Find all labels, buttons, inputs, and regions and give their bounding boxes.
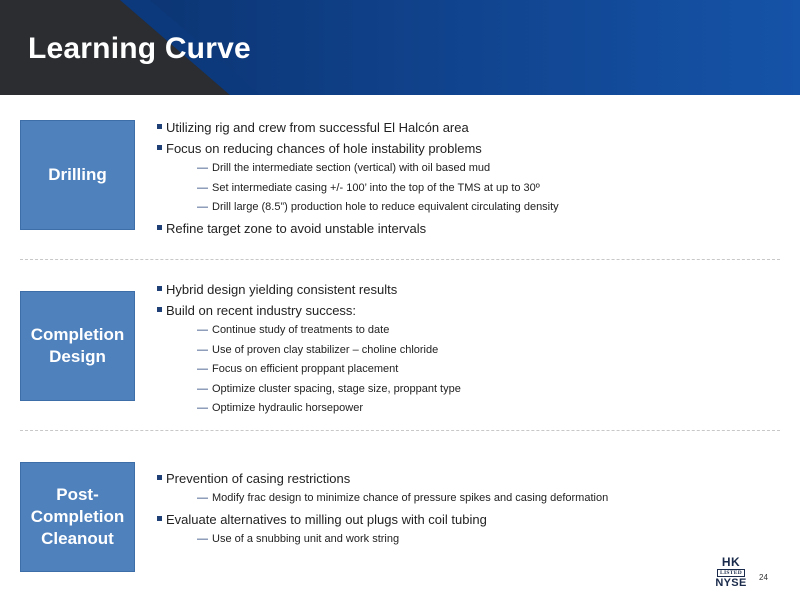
post-completion-bullet-list: [157, 468, 608, 549]
sub-list-item: [157, 179, 559, 199]
sub-list-item: [157, 399, 461, 419]
sub-bullet-text: Drill large (8.5”) production hole to reduce equivalent circulating density: [212, 201, 559, 213]
square-bullet-icon: [157, 516, 162, 521]
dash-bullet-icon: —: [197, 382, 208, 395]
square-bullet-icon: [157, 145, 162, 150]
section-label-post-completion-cleanout: Post-Completion Cleanout: [20, 462, 135, 572]
sub-bullet-text: Modify frac design to minimize chance of pressure spikes and casing deformation: [212, 492, 609, 504]
nyse-listing-logo: [713, 557, 749, 589]
sub-list-item: [157, 360, 461, 380]
bullet-text: Prevention of casing restrictions: [166, 471, 351, 486]
list-item: [157, 138, 559, 159]
ticker-text: HK: [721, 555, 741, 569]
list-item: [157, 509, 608, 530]
sub-bullet-text: Set intermediate casing +/- 100’ into the top of the TMS at up to 30º: [212, 181, 540, 194]
sub-list-item: [157, 380, 461, 400]
sub-bullet-text: Drill the intermediate section (vertical) with oil based mud: [212, 162, 491, 174]
section-label-completion-design: Completion Design: [20, 291, 135, 401]
sub-list-item: [157, 198, 559, 218]
sub-bullet-text: Use of proven clay stabilizer – choline chloride: [212, 343, 439, 356]
sub-bullet-text: Continue study of treatments to date: [212, 324, 390, 336]
sub-bullet-text: Optimize cluster spacing, stage size, proppant type: [212, 382, 461, 395]
sub-list-item: [157, 530, 608, 550]
dash-bullet-icon: —: [197, 201, 208, 213]
dash-bullet-icon: —: [197, 324, 208, 336]
dash-bullet-icon: —: [197, 363, 208, 375]
bullet-text: Hybrid design yielding consistent results: [166, 282, 398, 297]
page-title: Learning Curve: [28, 32, 251, 65]
page-number: 24: [759, 573, 768, 582]
dash-bullet-icon: —: [197, 343, 208, 356]
list-item: [157, 117, 559, 138]
sub-list-item: [157, 159, 559, 179]
sub-bullet-text: Focus on efficient proppant placement: [212, 363, 399, 375]
bullet-text: Focus on reducing chances of hole instability problems: [166, 141, 482, 156]
section-divider: [20, 430, 780, 431]
square-bullet-icon: [157, 225, 162, 230]
sub-list-item: [157, 341, 461, 361]
sub-bullet-text: Optimize hydraulic horsepower: [212, 402, 364, 414]
list-item: [157, 468, 608, 489]
list-item: [157, 218, 559, 239]
section-divider: [20, 259, 780, 260]
sub-list-item: [157, 321, 461, 341]
square-bullet-icon: [157, 475, 162, 480]
bullet-text: Utilizing rig and crew from successful El Halcón area: [166, 120, 469, 135]
dash-bullet-icon: —: [197, 162, 208, 174]
bullet-text: Evaluate alternatives to milling out plugs with coil tubing: [166, 511, 487, 527]
dash-bullet-icon: —: [197, 402, 208, 414]
dash-bullet-icon: —: [197, 181, 208, 194]
listed-text: LISTED: [717, 569, 745, 577]
square-bullet-icon: [157, 124, 162, 129]
dash-bullet-icon: —: [197, 492, 208, 504]
exchange-text: NYSE: [715, 577, 747, 589]
square-bullet-icon: [157, 307, 162, 312]
dash-bullet-icon: —: [197, 532, 208, 545]
list-item: [157, 279, 461, 300]
completion-design-bullet-list: [157, 279, 461, 419]
bullet-text: Refine target zone to avoid unstable intervals: [166, 220, 427, 236]
section-label-drilling: Drilling: [20, 120, 135, 230]
bullet-text: Build on recent industry success:: [166, 303, 357, 318]
sub-bullet-text: Use of a snubbing unit and work string: [212, 532, 400, 545]
square-bullet-icon: [157, 286, 162, 291]
drilling-bullet-list: [157, 117, 559, 239]
list-item: [157, 300, 461, 321]
title-banner: [0, 0, 800, 95]
sub-list-item: [157, 489, 608, 509]
